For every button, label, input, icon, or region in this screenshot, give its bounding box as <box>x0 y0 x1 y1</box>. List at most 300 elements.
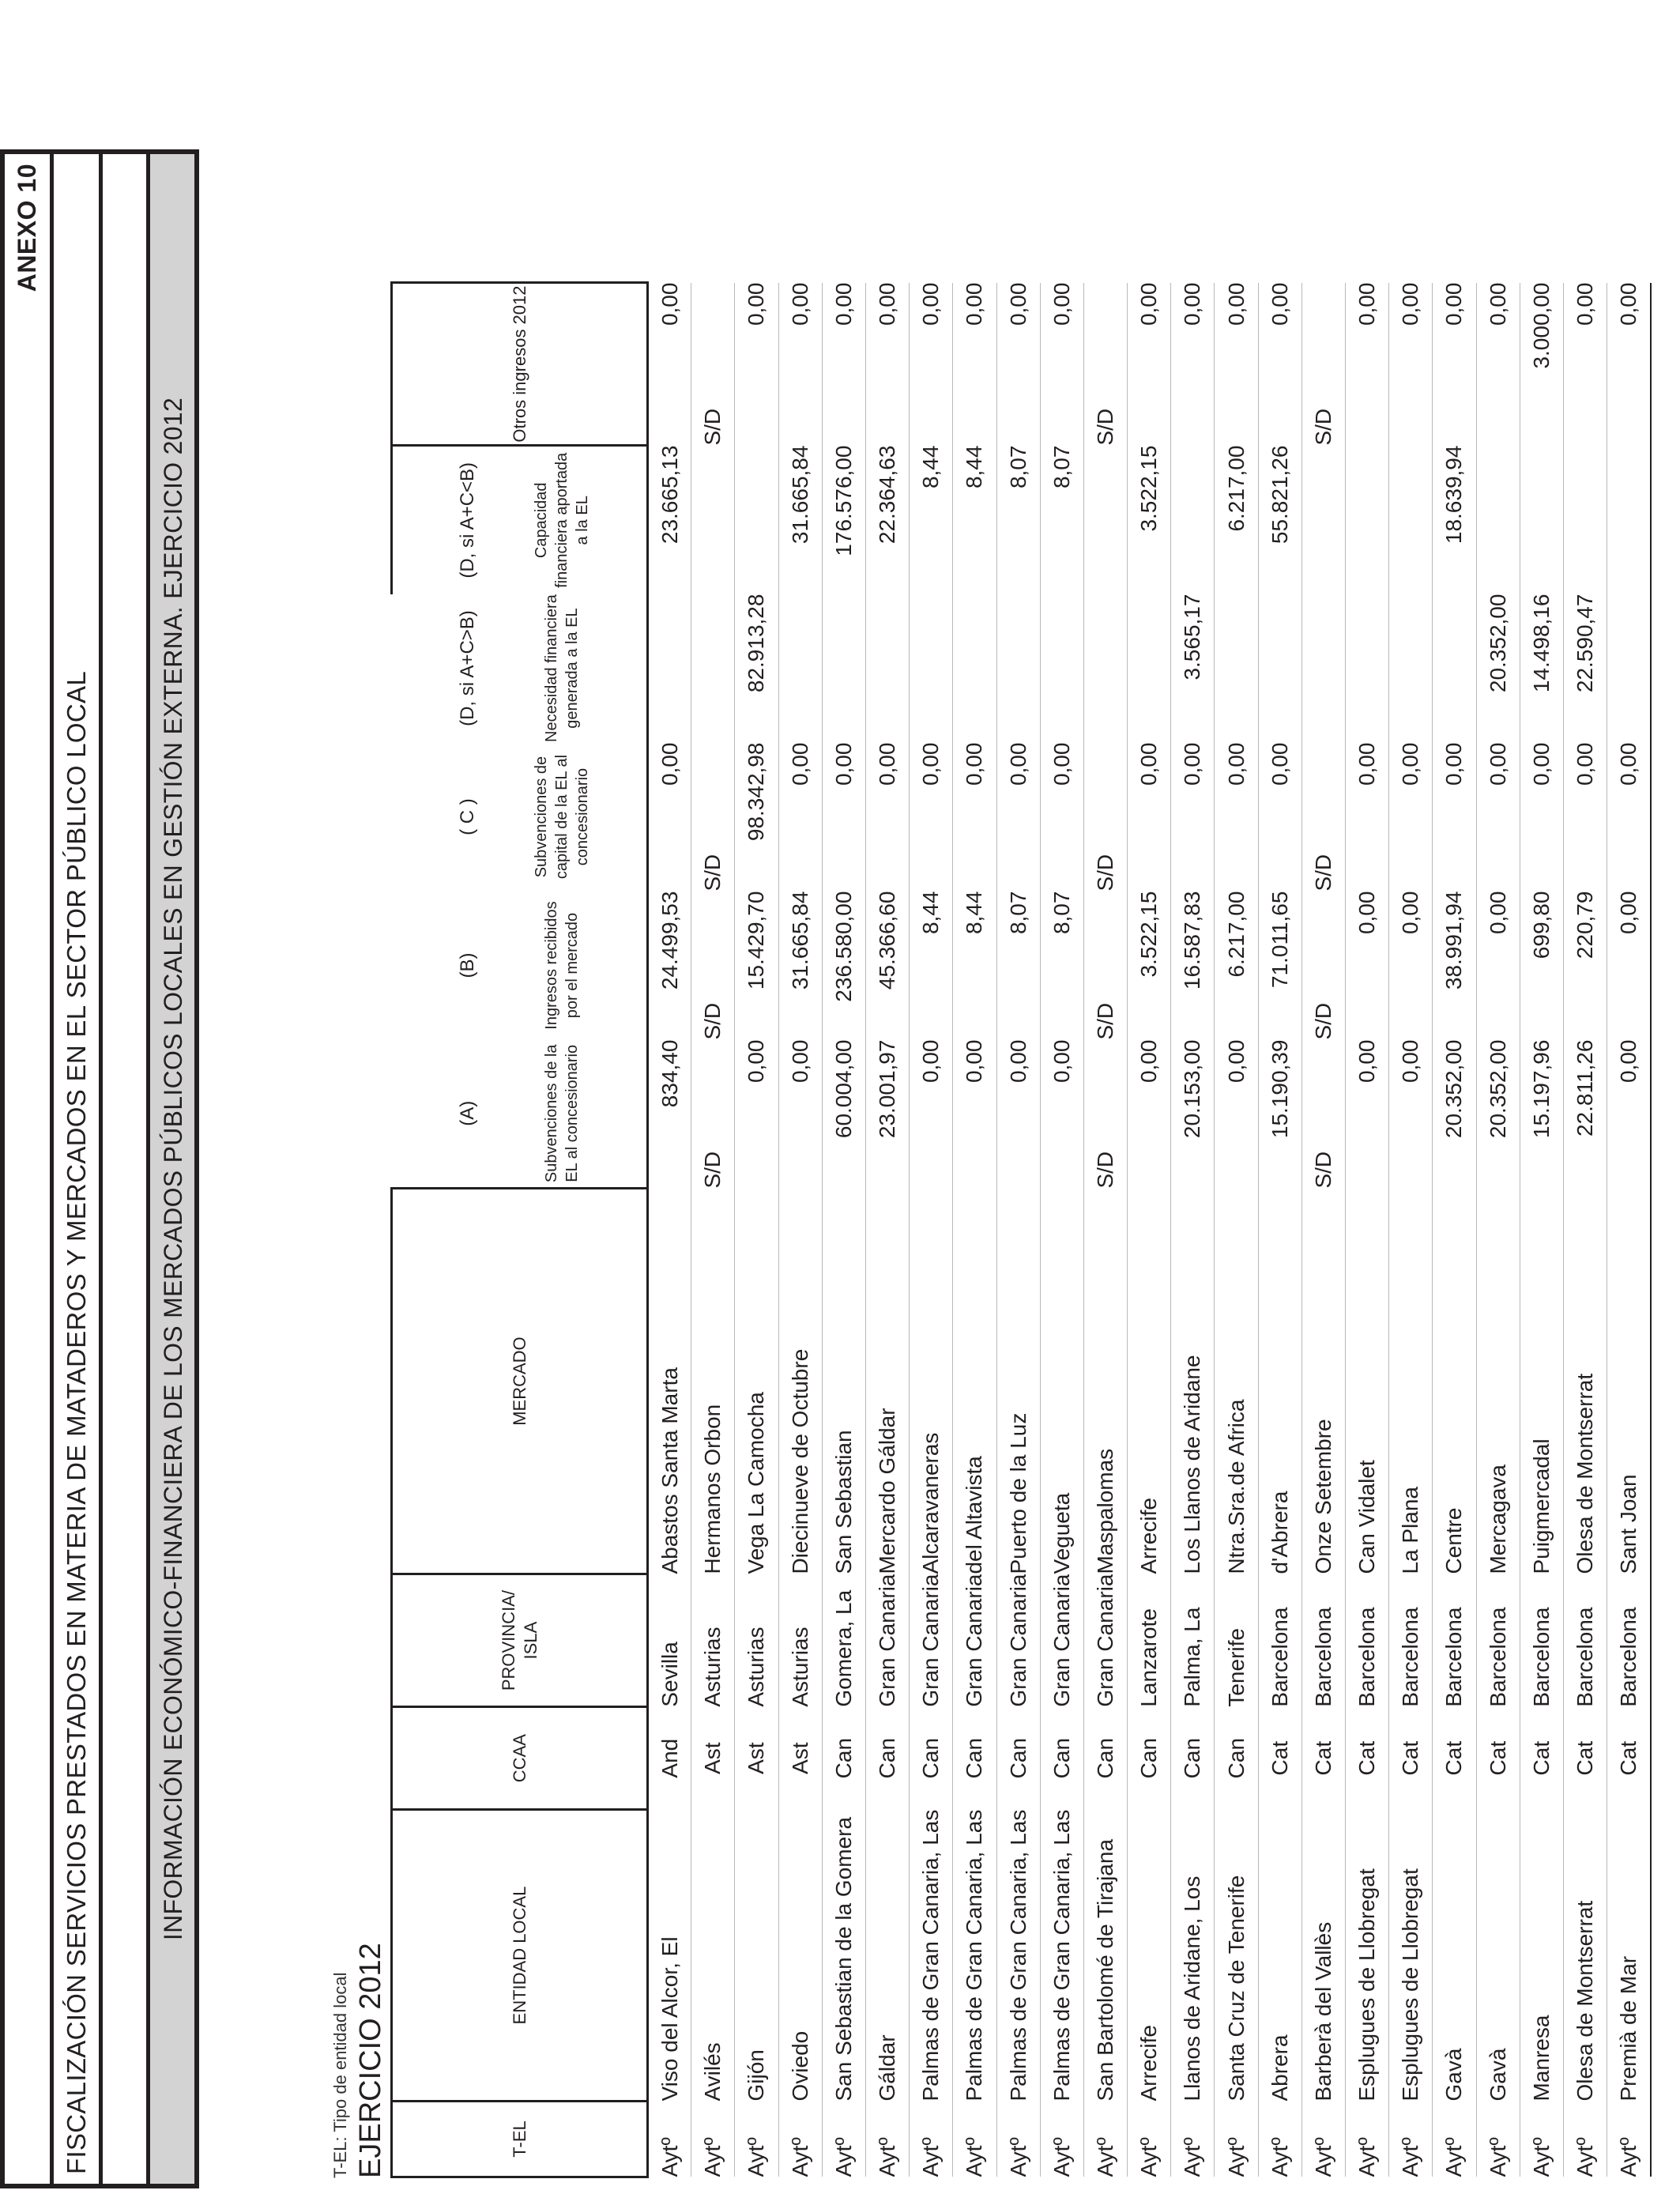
cell-a: 20.153,00 <box>1180 1039 1205 1139</box>
blank-row <box>103 154 150 2184</box>
cell-tel: Aytº <box>1092 2137 1117 2177</box>
col-header-provincia: PROVINCIA/ ISLA <box>392 1574 648 1707</box>
cell-mercado: d'Abrera <box>1267 1491 1292 1574</box>
table-row <box>1215 283 1258 2177</box>
table-row <box>648 283 691 2177</box>
cell-a: S/D <box>1092 1151 1117 1189</box>
cell-d1 <box>778 594 822 743</box>
cell-ccaa: Cat <box>1354 1740 1380 1776</box>
cell-b: 0,00 <box>1485 891 1510 935</box>
cell-otros: 0,00 <box>1441 282 1467 326</box>
cell-mercado: Sant Joan <box>1615 1474 1640 1574</box>
cell-mercado: Abastos Santa Marta <box>657 1367 682 1574</box>
cell-provincia: Barcelona <box>1398 1607 1423 1707</box>
cell-entidad: Manresa <box>1528 2015 1554 2102</box>
cell-a: 15.197,96 <box>1528 1039 1554 1139</box>
cell-provincia: Gran Canaria <box>1005 1574 1030 1707</box>
cell-entidad: San Bartolomé de Tirajana <box>1092 1838 1117 2102</box>
cell-entidad: Santa Cruz de Tenerife <box>1223 1875 1249 2102</box>
cell-b: 8,07 <box>1005 891 1030 935</box>
header-box <box>0 149 199 2188</box>
cell-tel: Aytº <box>744 2137 769 2177</box>
cell-a: 15.190,39 <box>1267 1039 1292 1139</box>
cell-d1 <box>822 594 865 743</box>
cell-d2 <box>1171 446 1215 594</box>
cell-ccaa: And <box>657 1738 682 1778</box>
cell-c: 0,00 <box>1049 742 1074 786</box>
cell-b: 45.366,60 <box>875 891 900 990</box>
cell-c: 0,00 <box>1398 742 1423 786</box>
cell-d1 <box>691 594 735 743</box>
cell-ccaa: Cat <box>1528 1740 1554 1776</box>
cell-d2: 55.821,26 <box>1267 445 1292 545</box>
cell-tel: Aytº <box>1049 2137 1074 2177</box>
cell-ccaa: Ast <box>744 1742 769 1774</box>
col-header-tel: T-EL <box>392 2102 648 2177</box>
cell-d2: 23.665,13 <box>657 445 682 545</box>
cell-c: 0,00 <box>657 742 682 786</box>
cell-d1 <box>910 594 953 743</box>
table-row <box>1563 283 1607 2177</box>
cell-tel: Aytº <box>831 2137 856 2177</box>
table-row <box>1083 283 1127 2177</box>
table-row <box>778 283 822 2177</box>
cell-d2 <box>1346 446 1389 594</box>
cell-provincia: Barcelona <box>1441 1607 1467 1707</box>
cell-otros: 0,00 <box>918 282 944 326</box>
anexo-row <box>5 154 54 2184</box>
cell-entidad: Gavà <box>1485 2048 1510 2102</box>
cell-c: 0,00 <box>1573 742 1598 786</box>
cell-mercado: Vegueta <box>1049 1492 1074 1574</box>
cell-entidad: Oviedo <box>787 2030 812 2102</box>
cell-d2: 6.217,00 <box>1223 445 1249 532</box>
cell-d1: 20.352,00 <box>1485 594 1510 693</box>
table-row <box>1040 283 1083 2177</box>
cell-d2: 8,44 <box>918 445 944 489</box>
table-row <box>822 283 865 2177</box>
cell-otros: S/D <box>1092 408 1117 446</box>
cell-ccaa: Can <box>918 1737 944 1779</box>
cell-b: 8,44 <box>918 891 944 935</box>
cell-mercado: Can Vidalet <box>1354 1460 1380 1574</box>
table-row <box>953 283 996 2177</box>
cell-tel: Aytº <box>1180 2137 1205 2177</box>
cell-d1 <box>1301 594 1345 743</box>
cell-d1: 82.913,28 <box>744 594 769 693</box>
cell-tel: Aytº <box>657 2137 682 2177</box>
cell-otros: 0,00 <box>787 282 812 326</box>
table-row <box>1433 283 1476 2177</box>
table-row <box>735 283 778 2177</box>
cell-provincia: Gran Canaria <box>875 1574 900 1707</box>
cell-b: 3.522,15 <box>1136 891 1162 978</box>
cell-a: 0,00 <box>962 1039 987 1084</box>
cell-tel: Aytº <box>1615 2137 1640 2177</box>
cell-mercado: La Plana <box>1398 1487 1423 1574</box>
cell-a: 22.811,26 <box>1573 1039 1598 1137</box>
cell-otros: 0,00 <box>1485 282 1510 326</box>
cell-mercado: Centre <box>1441 1507 1467 1574</box>
cell-mercado: Onze Setembre <box>1310 1419 1335 1574</box>
cell-ccaa: Cat <box>1310 1740 1335 1776</box>
cell-ccaa: Can <box>1049 1737 1074 1779</box>
cell-c: 0,00 <box>1267 742 1292 786</box>
cell-b: 220,79 <box>1573 891 1598 959</box>
cell-a: 20.352,00 <box>1441 1039 1467 1139</box>
cell-d2 <box>691 446 735 594</box>
cell-d1 <box>996 594 1040 743</box>
cell-mercado: Los Llanos de Aridane <box>1180 1355 1205 1574</box>
cell-d2 <box>1301 446 1345 594</box>
cell-mercado: Olesa de Montserrat <box>1573 1373 1598 1574</box>
cell-d1 <box>953 594 996 743</box>
cell-d2 <box>1389 446 1433 594</box>
table-row <box>1258 283 1301 2177</box>
cell-entidad: Abrera <box>1267 2034 1292 2102</box>
cell-mercado: Arrecife <box>1136 1498 1162 1574</box>
cell-a: 23.001,97 <box>875 1039 900 1139</box>
cell-provincia: Tenerife <box>1223 1628 1249 1707</box>
cell-entidad: Palmas de Gran Canaria, Las <box>962 1809 987 2102</box>
cell-entidad: Palmas de Gran Canaria, Las <box>918 1809 944 2102</box>
cell-entidad: Llanos de Aridane, Los <box>1180 1875 1205 2102</box>
col-header-a: Subvenciones de la EL al concesionario <box>479 1040 648 1189</box>
cell-ccaa: Cat <box>1398 1740 1423 1776</box>
cell-tel: Aytº <box>1136 2137 1162 2177</box>
cell-c: 98.342,98 <box>744 742 769 842</box>
table-row <box>910 283 953 2177</box>
col-header-entidad: ENTIDAD LOCAL <box>392 1810 648 2102</box>
cell-tel: Aytº <box>1223 2137 1249 2177</box>
cell-a: 834,40 <box>657 1039 682 1108</box>
cell-b: S/D <box>700 1002 725 1040</box>
cell-otros: 0,00 <box>1049 282 1074 326</box>
cell-ccaa: Can <box>1136 1737 1162 1779</box>
cell-d1: 22.590,47 <box>1573 594 1598 693</box>
cell-otros: S/D <box>700 408 725 446</box>
cell-a: S/D <box>700 1151 725 1189</box>
cell-a: 20.352,00 <box>1485 1039 1510 1139</box>
cell-provincia: Gran Canaria <box>1049 1574 1074 1707</box>
cell-d1 <box>1346 594 1389 743</box>
document-title: FISCALIZACIÓN SERVICIOS PRESTADOS EN MATERIA DE MATADEROS Y MERCADOS EN EL SECTOR PÚBLICO LOCAL <box>62 671 91 2174</box>
cell-entidad: Premià de Mar <box>1615 1955 1640 2102</box>
cell-provincia: Gran Canaria <box>1092 1574 1117 1707</box>
cell-tel: Aytº <box>1005 2137 1030 2177</box>
cell-d1 <box>1215 594 1258 743</box>
cell-a: 0,00 <box>918 1039 944 1084</box>
cell-otros: 0,00 <box>1223 282 1249 326</box>
cell-provincia: Gran Canaria <box>918 1574 944 1707</box>
cell-provincia: Barcelona <box>1528 1607 1554 1707</box>
cell-ccaa: Can <box>1180 1737 1205 1779</box>
cell-d2: 8,07 <box>1005 445 1030 489</box>
cell-d1 <box>865 594 909 743</box>
cell-ccaa: Can <box>1223 1737 1249 1779</box>
col-letter-c: ( C ) <box>456 798 478 835</box>
cell-d1: 14.498,16 <box>1528 594 1554 693</box>
cell-a: 0,00 <box>1049 1039 1074 1084</box>
cell-c: 0,00 <box>1223 742 1249 786</box>
cell-a: 0,00 <box>1223 1039 1249 1084</box>
cell-otros: 0,00 <box>875 282 900 326</box>
cell-c: S/D <box>1092 854 1117 892</box>
cell-ccaa: Cat <box>1267 1740 1292 1776</box>
cell-ccaa: Can <box>1005 1737 1030 1779</box>
cell-c: 0,00 <box>875 742 900 786</box>
cell-ccaa: Cat <box>1485 1740 1510 1776</box>
cell-a: 0,00 <box>1354 1039 1380 1084</box>
cell-b: 8,44 <box>962 891 987 935</box>
cell-otros: 0,00 <box>1267 282 1292 326</box>
cell-mercado: Maspalomas <box>1092 1448 1117 1574</box>
cell-ccaa: Cat <box>1441 1740 1467 1776</box>
cell-provincia: Asturias <box>700 1627 725 1707</box>
cell-tel: Aytº <box>1528 2137 1554 2177</box>
cell-otros: 0,00 <box>657 282 682 326</box>
table-row <box>1607 283 1651 2177</box>
cell-b: 236.580,00 <box>831 891 856 1002</box>
cell-mercado: Vega La Camocha <box>744 1392 769 1574</box>
col-header-b: Ingresos recibidos por el mercado <box>479 892 648 1040</box>
cell-c: 0,00 <box>831 742 856 786</box>
cell-b: 8,07 <box>1049 891 1074 935</box>
cell-otros: S/D <box>1310 408 1335 446</box>
table-row <box>1128 283 1171 2177</box>
cell-mercado: Alcaravaneras <box>918 1432 944 1574</box>
document-subtitle: INFORMACIÓN ECONÓMICO-FINANCIERA DE LOS MERCADOS PÚBLICOS LOCALES EN GESTIÓN EXTERNA. EJERCICIO 2012 <box>159 397 187 1941</box>
cell-mercado: Hermanos Orbon <box>700 1404 725 1574</box>
cell-entidad: Gijón <box>744 2049 769 2102</box>
cell-tel: Aytº <box>1354 2137 1380 2177</box>
markets-table <box>390 281 1652 2178</box>
cell-a: 0,00 <box>744 1039 769 1084</box>
cell-tel: Aytº <box>918 2137 944 2177</box>
cell-otros: 0,00 <box>1573 282 1598 326</box>
cell-d2: 18.639,94 <box>1441 445 1467 545</box>
cell-otros: 0,00 <box>1136 282 1162 326</box>
cell-mercado: Ntra.Sra.de Africa <box>1223 1399 1249 1574</box>
cell-b: 31.665,84 <box>787 891 812 990</box>
cell-a: 0,00 <box>1615 1039 1640 1084</box>
cell-entidad: Gavà <box>1441 2048 1467 2102</box>
cell-ccaa: Can <box>1092 1737 1117 1779</box>
cell-d1 <box>1433 594 1476 743</box>
cell-entidad: Barberà del Vallès <box>1310 1921 1335 2102</box>
col-letter-a: (A) <box>392 1040 479 1189</box>
cell-b: 0,00 <box>1398 891 1423 935</box>
cell-tel: Aytº <box>1441 2137 1467 2177</box>
cell-c: 0,00 <box>962 742 987 786</box>
cell-entidad: Palmas de Gran Canaria, Las <box>1049 1809 1074 2102</box>
cell-entidad: Avilés <box>700 2042 725 2102</box>
cell-d1 <box>1128 594 1171 743</box>
col-header-otros: Otros ingresos 2012 <box>392 283 648 446</box>
cell-otros: 0,00 <box>831 282 856 326</box>
cell-otros: 0,00 <box>1180 282 1205 326</box>
col-header-mercado: MERCADO <box>392 1189 648 1574</box>
cell-c: 0,00 <box>918 742 944 786</box>
cell-c: 0,00 <box>1136 742 1162 786</box>
cell-ccaa: Can <box>962 1737 987 1779</box>
cell-c: 0,00 <box>1005 742 1030 786</box>
cell-b: 0,00 <box>1615 891 1640 935</box>
cell-entidad: Olesa de Montserrat <box>1573 1900 1598 2102</box>
cell-tel: Aytº <box>700 2137 725 2177</box>
cell-entidad: San Sebastian de la Gomera <box>831 1816 856 2102</box>
cell-provincia: Sevilla <box>657 1642 682 1707</box>
cell-otros: 3.000,00 <box>1528 282 1554 369</box>
cell-d2 <box>1520 446 1563 594</box>
cell-tel: Aytº <box>875 2137 900 2177</box>
col-header-d2: Capacidad financiera aportada a la EL <box>479 446 648 594</box>
cell-a: 0,00 <box>787 1039 812 1084</box>
cell-d1 <box>1040 594 1083 743</box>
cell-a: 0,00 <box>1005 1039 1030 1084</box>
cell-d2 <box>1083 446 1127 594</box>
cell-otros: 0,00 <box>1615 282 1640 326</box>
table-row <box>1171 283 1215 2177</box>
cell-tel: Aytº <box>1310 2137 1335 2177</box>
cell-a: 60.004,00 <box>831 1039 856 1139</box>
cell-d2: 3.522,15 <box>1136 445 1162 532</box>
cell-entidad: Esplugues de Llobregat <box>1354 1868 1380 2102</box>
cell-a: 0,00 <box>1136 1039 1162 1084</box>
cell-provincia: Barcelona <box>1485 1607 1510 1707</box>
cell-mercado: Puerto de la Luz <box>1005 1412 1030 1574</box>
col-header-ccaa: CCAA <box>392 1707 648 1810</box>
col-header-c: Subvenciones de capital de la EL al concesionario <box>479 743 648 892</box>
cell-d2: 8,44 <box>962 445 987 489</box>
cell-entidad: Arrecife <box>1136 2025 1162 2102</box>
cell-b: 699,80 <box>1528 891 1554 959</box>
cell-b: 38.991,94 <box>1441 891 1467 990</box>
cell-otros: 0,00 <box>744 282 769 326</box>
cell-ccaa: Can <box>831 1737 856 1779</box>
cell-b: 0,00 <box>1354 891 1380 935</box>
cell-c: S/D <box>1310 854 1335 892</box>
table-row <box>1520 283 1563 2177</box>
cell-d2: 176.576,00 <box>831 445 856 556</box>
cell-ccaa: Can <box>875 1737 900 1779</box>
cell-provincia: Barcelona <box>1573 1607 1598 1707</box>
cell-d2: 22.364,63 <box>875 445 900 545</box>
cell-mercado: Mercagava <box>1485 1465 1510 1574</box>
cell-mercado: del Altavista <box>962 1456 987 1574</box>
cell-c: 0,00 <box>1354 742 1380 786</box>
cell-d2 <box>735 446 778 594</box>
subtitle-row <box>150 154 199 2184</box>
table-row <box>996 283 1040 2177</box>
cell-provincia: Asturias <box>744 1627 769 1707</box>
col-header-d1: Necesidad financiera generada a la EL <box>479 594 648 743</box>
cell-d1 <box>648 594 691 743</box>
cell-b: 24.499,53 <box>657 891 682 990</box>
cell-provincia: Asturias <box>787 1627 812 1707</box>
table-row <box>691 283 735 2177</box>
anexo-label: ANEXO 10 <box>13 164 41 292</box>
cell-d1: 3.565,17 <box>1180 594 1205 680</box>
table-row <box>1346 283 1389 2177</box>
cell-entidad: Viso del Alcor, El <box>657 1936 682 2102</box>
cell-provincia: Barcelona <box>1615 1607 1640 1707</box>
cell-tel: Aytº <box>962 2137 987 2177</box>
col-letter-d1: (D, si A+C>B) <box>456 610 478 726</box>
cell-otros: 0,00 <box>1005 282 1030 326</box>
cell-c: 0,00 <box>1615 742 1640 786</box>
cell-otros: 0,00 <box>1398 282 1423 326</box>
cell-entidad: Palmas de Gran Canaria, Las <box>1005 1809 1030 2102</box>
cell-tel: Aytº <box>1485 2137 1510 2177</box>
cell-d1 <box>1258 594 1301 743</box>
cell-ccaa: Ast <box>787 1742 812 1774</box>
type-note: T-EL: Tipo de entidad local <box>330 1972 350 2178</box>
cell-b: 16.587,83 <box>1180 891 1205 990</box>
cell-d2: 31.665,84 <box>787 445 812 545</box>
cell-c: 0,00 <box>1180 742 1205 786</box>
cell-mercado: San Sebastian <box>831 1430 856 1574</box>
table-row <box>1476 283 1520 2177</box>
cell-mercado: Mercardo Gáldar <box>875 1408 900 1574</box>
cell-ccaa: Cat <box>1573 1740 1598 1776</box>
col-letter-b: (B) <box>456 952 478 978</box>
cell-tel: Aytº <box>1573 2137 1598 2177</box>
cell-a: 0,00 <box>1398 1039 1423 1084</box>
cell-otros: 0,00 <box>1354 282 1380 326</box>
cell-c: 0,00 <box>1528 742 1554 786</box>
cell-provincia: Barcelona <box>1310 1607 1335 1707</box>
table-row <box>1301 283 1345 2177</box>
cell-d2 <box>1476 446 1520 594</box>
cell-c: 0,00 <box>787 742 812 786</box>
cell-otros: 0,00 <box>962 282 987 326</box>
cell-b: 6.217,00 <box>1223 891 1249 978</box>
cell-ccaa: Cat <box>1615 1740 1640 1776</box>
cell-d2: 8,07 <box>1049 445 1074 489</box>
title-row <box>54 154 103 2184</box>
cell-tel: Aytº <box>1267 2137 1292 2177</box>
cell-provincia: Gomera, La <box>831 1589 856 1707</box>
cell-tel: Aytº <box>1398 2137 1423 2177</box>
cell-c: 0,00 <box>1441 742 1467 786</box>
cell-entidad: Esplugues de Llobregat <box>1398 1868 1423 2102</box>
cell-ccaa: Ast <box>700 1742 725 1774</box>
cell-c: 0,00 <box>1485 742 1510 786</box>
cell-d2 <box>1563 446 1607 594</box>
cell-provincia: Lanzarote <box>1136 1608 1162 1707</box>
col-letter-d2: (D, si A+C<B) <box>392 446 479 594</box>
cell-provincia: Palma, La <box>1180 1607 1205 1707</box>
cell-a: S/D <box>1310 1151 1335 1189</box>
cell-mercado: Diecinueve de Octubre <box>787 1348 812 1574</box>
cell-b: S/D <box>1310 1002 1335 1040</box>
cell-provincia: Gran Canaria <box>962 1574 987 1707</box>
cell-d1 <box>1389 594 1433 743</box>
exercise-heading: EJERCICIO 2012 <box>354 1943 387 2178</box>
cell-provincia: Barcelona <box>1267 1607 1292 1707</box>
cell-d1 <box>1083 594 1127 743</box>
cell-d1 <box>1607 594 1651 743</box>
cell-b: S/D <box>1092 1002 1117 1040</box>
cell-mercado: Puigmercadal <box>1528 1438 1554 1574</box>
cell-b: 15.429,70 <box>744 891 769 990</box>
cell-d2 <box>1607 446 1651 594</box>
cell-c: S/D <box>700 854 725 892</box>
cell-b: 71.011,65 <box>1267 891 1292 989</box>
table-row <box>1389 283 1433 2177</box>
cell-provincia: Barcelona <box>1354 1607 1380 1707</box>
